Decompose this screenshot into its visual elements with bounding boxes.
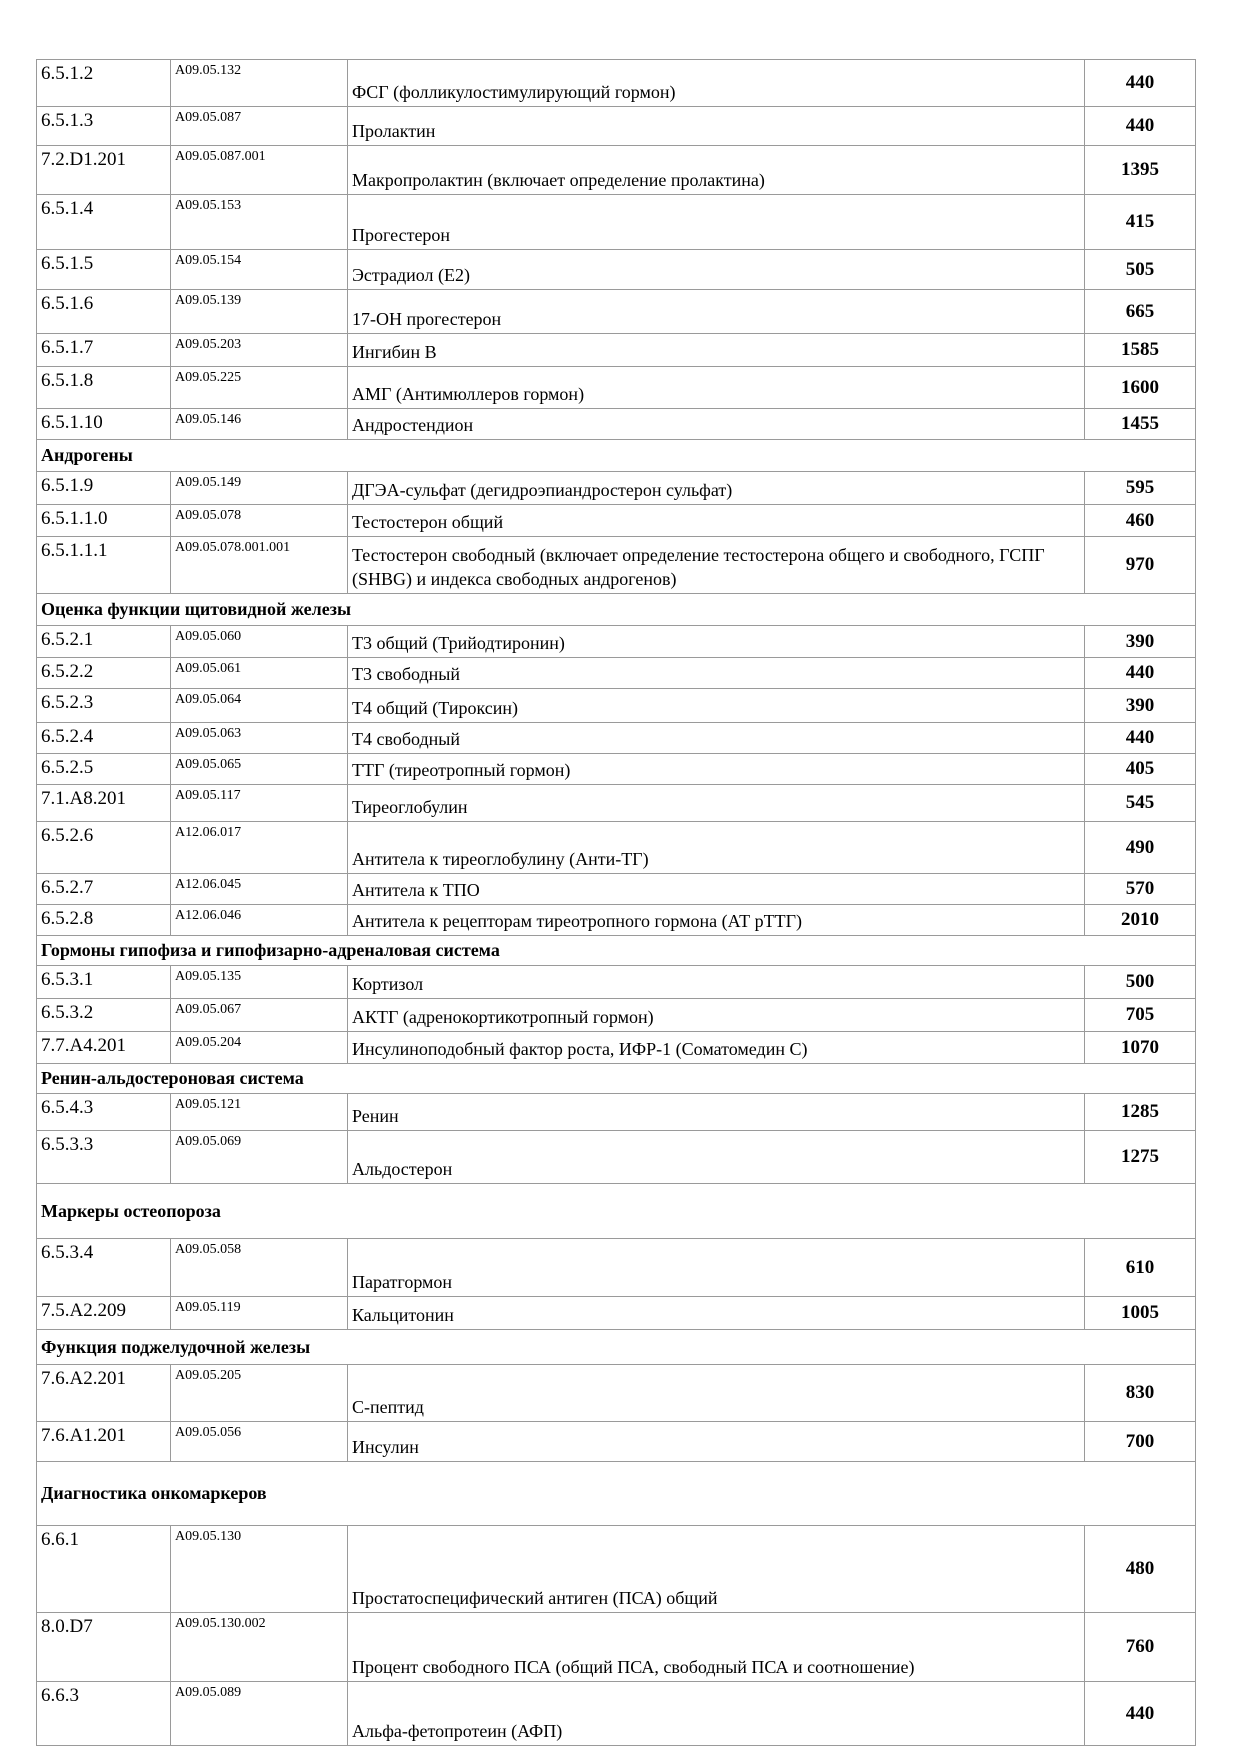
nomenclature-code: A09.05.078 bbox=[171, 505, 348, 537]
nomenclature-code: A09.05.058 bbox=[171, 1239, 348, 1297]
service-price: 545 bbox=[1085, 785, 1196, 822]
table-row bbox=[37, 723, 1196, 754]
table-row bbox=[37, 1422, 1196, 1462]
nomenclature-code: A09.05.121 bbox=[171, 1094, 348, 1131]
table-row bbox=[37, 290, 1196, 334]
nomenclature-code: A09.05.089 bbox=[171, 1682, 348, 1746]
section-title: Диагностика онкомаркеров bbox=[37, 1462, 1196, 1526]
service-name: Эстрадиол (Е2) bbox=[348, 250, 1085, 290]
table-row bbox=[37, 785, 1196, 822]
service-name: Ренин bbox=[348, 1094, 1085, 1131]
section-title: Функция поджелудочной железы bbox=[37, 1330, 1196, 1365]
nomenclature-code: A12.06.046 bbox=[171, 905, 348, 936]
service-name: Антитела к ТПО bbox=[348, 874, 1085, 905]
nomenclature-code: A09.05.154 bbox=[171, 250, 348, 290]
table-row bbox=[37, 822, 1196, 874]
service-name: Андростендион bbox=[348, 409, 1085, 440]
nomenclature-code: A09.05.132 bbox=[171, 60, 348, 107]
service-price: 440 bbox=[1085, 60, 1196, 107]
service-code: 6.5.2.6 bbox=[37, 822, 171, 874]
service-price: 1070 bbox=[1085, 1032, 1196, 1064]
nomenclature-code: A09.05.135 bbox=[171, 966, 348, 999]
service-code: 6.5.2.3 bbox=[37, 689, 171, 723]
service-name: ФСГ (фолликулостимулирующий гормон) bbox=[348, 60, 1085, 107]
service-code: 6.5.3.4 bbox=[37, 1239, 171, 1297]
service-name: Процент свободного ПСА (общий ПСА, свободный ПСА и соотношение) bbox=[348, 1613, 1085, 1682]
service-price: 1585 bbox=[1085, 334, 1196, 367]
service-price: 1395 bbox=[1085, 146, 1196, 195]
service-name: Макропролактин (включает определение пролактина) bbox=[348, 146, 1085, 195]
service-price: 1005 bbox=[1085, 1297, 1196, 1330]
service-name: Тестостерон свободный (включает определение тестостерона общего и свободного, ГСПГ (SHBG) и индекса свободных андрогенов) bbox=[348, 537, 1085, 594]
service-code: 6.5.2.8 bbox=[37, 905, 171, 936]
service-code: 6.5.1.3 bbox=[37, 107, 171, 146]
service-code: 8.0.D7 bbox=[37, 1613, 171, 1682]
nomenclature-code: A09.05.067 bbox=[171, 999, 348, 1032]
nomenclature-code: A09.05.087.001 bbox=[171, 146, 348, 195]
service-code: 6.6.1 bbox=[37, 1526, 171, 1613]
service-name: Т3 свободный bbox=[348, 658, 1085, 689]
service-name: Пролактин bbox=[348, 107, 1085, 146]
service-code: 6.5.2.1 bbox=[37, 626, 171, 658]
service-name: Т4 общий (Тироксин) bbox=[348, 689, 1085, 723]
service-code: 6.5.1.1.1 bbox=[37, 537, 171, 594]
service-name: С-пептид bbox=[348, 1365, 1085, 1422]
service-name: Простатоспецифический антиген (ПСА) общий bbox=[348, 1526, 1085, 1613]
service-code: 7.6.A2.201 bbox=[37, 1365, 171, 1422]
service-code: 7.1.A8.201 bbox=[37, 785, 171, 822]
table-row bbox=[37, 1131, 1196, 1184]
table-row bbox=[37, 999, 1196, 1032]
nomenclature-code: A09.05.130 bbox=[171, 1526, 348, 1613]
table-row bbox=[37, 626, 1196, 658]
nomenclature-code: A09.05.149 bbox=[171, 472, 348, 505]
service-name: Ингибин В bbox=[348, 334, 1085, 367]
service-price: 390 bbox=[1085, 689, 1196, 723]
service-code: 6.5.2.7 bbox=[37, 874, 171, 905]
section-row bbox=[37, 594, 1196, 626]
table-row bbox=[37, 1613, 1196, 1682]
table-row bbox=[37, 195, 1196, 250]
service-code: 7.6.A1.201 bbox=[37, 1422, 171, 1462]
service-price: 2010 bbox=[1085, 905, 1196, 936]
service-price: 390 bbox=[1085, 626, 1196, 658]
service-price: 1285 bbox=[1085, 1094, 1196, 1131]
nomenclature-code: A09.05.225 bbox=[171, 367, 348, 409]
service-code: 6.5.1.5 bbox=[37, 250, 171, 290]
service-name: Тиреоглобулин bbox=[348, 785, 1085, 822]
service-code: 6.5.1.2 bbox=[37, 60, 171, 107]
service-price: 595 bbox=[1085, 472, 1196, 505]
nomenclature-code: A09.05.205 bbox=[171, 1365, 348, 1422]
section-row bbox=[37, 936, 1196, 966]
service-code: 6.6.3 bbox=[37, 1682, 171, 1746]
nomenclature-code: A12.06.017 bbox=[171, 822, 348, 874]
service-name: Инсулин bbox=[348, 1422, 1085, 1462]
table-row bbox=[37, 250, 1196, 290]
service-name: ДГЭА-сульфат (дегидроэпиандростерон сульфат) bbox=[348, 472, 1085, 505]
service-price: 1275 bbox=[1085, 1131, 1196, 1184]
table-row bbox=[37, 1365, 1196, 1422]
service-price: 505 bbox=[1085, 250, 1196, 290]
section-row bbox=[37, 1462, 1196, 1526]
service-price: 440 bbox=[1085, 658, 1196, 689]
service-code: 6.5.1.7 bbox=[37, 334, 171, 367]
section-row bbox=[37, 1330, 1196, 1365]
price-table bbox=[36, 59, 1196, 1746]
service-price: 760 bbox=[1085, 1613, 1196, 1682]
service-code: 6.5.4.3 bbox=[37, 1094, 171, 1131]
table-row bbox=[37, 1526, 1196, 1613]
nomenclature-code: A09.05.064 bbox=[171, 689, 348, 723]
table-row bbox=[37, 874, 1196, 905]
service-price: 700 bbox=[1085, 1422, 1196, 1462]
nomenclature-code: A09.05.130.002 bbox=[171, 1613, 348, 1682]
table-row bbox=[37, 505, 1196, 537]
nomenclature-code: A09.05.060 bbox=[171, 626, 348, 658]
service-price: 1455 bbox=[1085, 409, 1196, 440]
service-code: 6.5.1.4 bbox=[37, 195, 171, 250]
table-row bbox=[37, 658, 1196, 689]
table-row bbox=[37, 146, 1196, 195]
service-code: 6.5.1.8 bbox=[37, 367, 171, 409]
service-name: Антитела к рецепторам тиреотропного гормона (АТ рТТГ) bbox=[348, 905, 1085, 936]
service-price: 440 bbox=[1085, 107, 1196, 146]
service-price: 405 bbox=[1085, 754, 1196, 785]
table-row bbox=[37, 905, 1196, 936]
section-row bbox=[37, 440, 1196, 472]
section-title: Андрогены bbox=[37, 440, 1196, 472]
table-row bbox=[37, 367, 1196, 409]
section-title: Гормоны гипофиза и гипофизарно-адреналовая система bbox=[37, 936, 1196, 966]
table-row bbox=[37, 1032, 1196, 1064]
table-row bbox=[37, 1239, 1196, 1297]
nomenclature-code: A09.05.063 bbox=[171, 723, 348, 754]
nomenclature-code: A09.05.069 bbox=[171, 1131, 348, 1184]
service-price: 665 bbox=[1085, 290, 1196, 334]
service-name: Паратгормон bbox=[348, 1239, 1085, 1297]
table-row bbox=[37, 472, 1196, 505]
table-row bbox=[37, 1297, 1196, 1330]
nomenclature-code: A09.05.056 bbox=[171, 1422, 348, 1462]
nomenclature-code: A09.05.204 bbox=[171, 1032, 348, 1064]
service-price: 440 bbox=[1085, 1682, 1196, 1746]
nomenclature-code: A09.05.119 bbox=[171, 1297, 348, 1330]
service-price: 610 bbox=[1085, 1239, 1196, 1297]
service-code: 6.5.3.2 bbox=[37, 999, 171, 1032]
service-name: ТТГ (тиреотропный гормон) bbox=[348, 754, 1085, 785]
section-title: Оценка функции щитовидной железы bbox=[37, 594, 1196, 626]
service-code: 6.5.2.2 bbox=[37, 658, 171, 689]
service-name: Альдостерон bbox=[348, 1131, 1085, 1184]
service-code: 6.5.1.1.0 bbox=[37, 505, 171, 537]
section-title: Ренин-альдостероновая система bbox=[37, 1064, 1196, 1094]
table-row bbox=[37, 689, 1196, 723]
nomenclature-code: A09.05.117 bbox=[171, 785, 348, 822]
service-code: 6.5.1.10 bbox=[37, 409, 171, 440]
service-name: Антитела к тиреоглобулину (Анти-ТГ) bbox=[348, 822, 1085, 874]
table-row bbox=[37, 537, 1196, 594]
service-code: 7.2.D1.201 bbox=[37, 146, 171, 195]
service-code: 6.5.1.9 bbox=[37, 472, 171, 505]
service-code: 7.7.A4.201 bbox=[37, 1032, 171, 1064]
section-row bbox=[37, 1064, 1196, 1094]
nomenclature-code: A09.05.139 bbox=[171, 290, 348, 334]
nomenclature-code: A09.05.065 bbox=[171, 754, 348, 785]
table-row bbox=[37, 409, 1196, 440]
service-name: Т4 свободный bbox=[348, 723, 1085, 754]
service-price: 460 bbox=[1085, 505, 1196, 537]
service-price: 500 bbox=[1085, 966, 1196, 999]
service-name: Кортизол bbox=[348, 966, 1085, 999]
nomenclature-code: A09.05.061 bbox=[171, 658, 348, 689]
service-code: 6.5.2.5 bbox=[37, 754, 171, 785]
nomenclature-code: A09.05.203 bbox=[171, 334, 348, 367]
table-row bbox=[37, 60, 1196, 107]
service-name: 17-ОН прогестерон bbox=[348, 290, 1085, 334]
service-code: 6.5.3.3 bbox=[37, 1131, 171, 1184]
service-name: Альфа-фетопротеин (АФП) bbox=[348, 1682, 1085, 1746]
service-price: 440 bbox=[1085, 723, 1196, 754]
service-name: Инсулиноподобный фактор роста, ИФР-1 (Соматомедин С) bbox=[348, 1032, 1085, 1064]
nomenclature-code: A09.05.146 bbox=[171, 409, 348, 440]
service-price: 1600 bbox=[1085, 367, 1196, 409]
section-row bbox=[37, 1184, 1196, 1239]
table-row bbox=[37, 754, 1196, 785]
service-code: 6.5.1.6 bbox=[37, 290, 171, 334]
service-name: Прогестерон bbox=[348, 195, 1085, 250]
table-row bbox=[37, 334, 1196, 367]
table-row bbox=[37, 1094, 1196, 1131]
service-name: Т3 общий (Трийодтиронин) bbox=[348, 626, 1085, 658]
service-name: Кальцитонин bbox=[348, 1297, 1085, 1330]
section-title: Маркеры остеопороза bbox=[37, 1184, 1196, 1239]
service-price: 570 bbox=[1085, 874, 1196, 905]
service-name: АКТГ (адренокортикотропный гормон) bbox=[348, 999, 1085, 1032]
service-price: 830 bbox=[1085, 1365, 1196, 1422]
service-code: 7.5.A2.209 bbox=[37, 1297, 171, 1330]
service-price: 480 bbox=[1085, 1526, 1196, 1613]
service-price: 970 bbox=[1085, 537, 1196, 594]
nomenclature-code: A09.05.153 bbox=[171, 195, 348, 250]
service-price: 415 bbox=[1085, 195, 1196, 250]
nomenclature-code: A09.05.078.001.001 bbox=[171, 537, 348, 594]
price-table-body bbox=[37, 60, 1196, 1746]
table-row bbox=[37, 107, 1196, 146]
service-price: 705 bbox=[1085, 999, 1196, 1032]
service-price: 490 bbox=[1085, 822, 1196, 874]
service-name: АМГ (Антимюллеров гормон) bbox=[348, 367, 1085, 409]
table-row bbox=[37, 966, 1196, 999]
service-code: 6.5.3.1 bbox=[37, 966, 171, 999]
service-code: 6.5.2.4 bbox=[37, 723, 171, 754]
service-name: Тестостерон общий bbox=[348, 505, 1085, 537]
nomenclature-code: A12.06.045 bbox=[171, 874, 348, 905]
table-row bbox=[37, 1682, 1196, 1746]
nomenclature-code: A09.05.087 bbox=[171, 107, 348, 146]
